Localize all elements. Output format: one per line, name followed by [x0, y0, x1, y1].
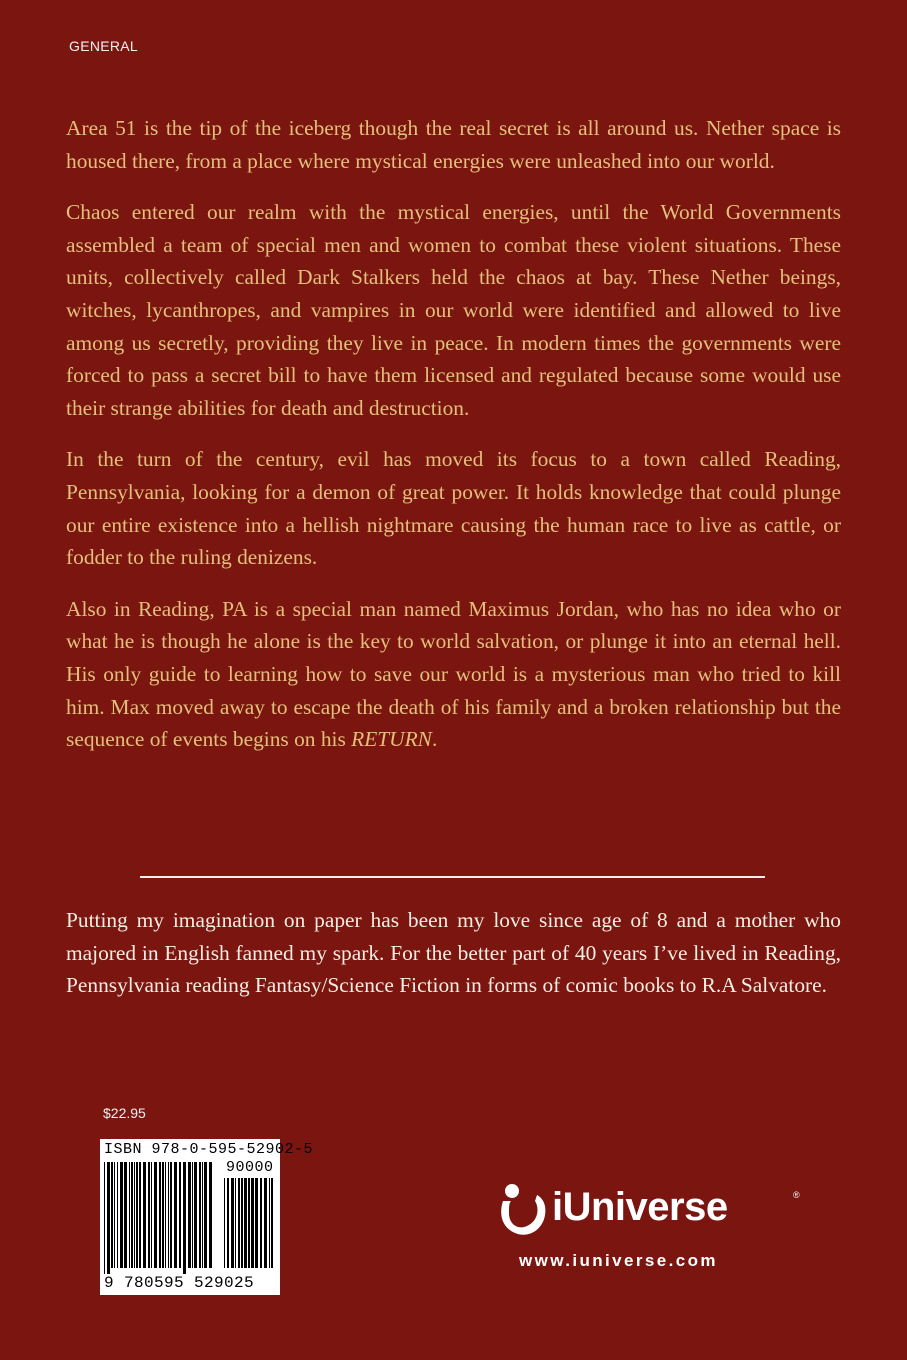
publisher-url: www.iuniverse.com: [519, 1251, 718, 1270]
addon-barcode-bars: [224, 1178, 276, 1274]
barcode-bar: [162, 1162, 164, 1268]
barcode-bar: [251, 1178, 254, 1268]
barcode-bar: [227, 1178, 229, 1268]
price-label: $22.95: [103, 1105, 146, 1121]
barcode-bar: [159, 1162, 161, 1268]
barcode-bar: [183, 1162, 186, 1274]
barcode-bar: [264, 1178, 267, 1268]
barcode-bar: [192, 1162, 193, 1268]
barcode-bar: [170, 1162, 172, 1268]
barcode-bar: [188, 1162, 191, 1268]
barcode-bar: [238, 1178, 240, 1268]
barcode-bar: [168, 1162, 169, 1268]
section-divider: [140, 876, 765, 878]
barcode-bar: [260, 1178, 262, 1268]
barcode-bar: [154, 1162, 157, 1268]
price-code-text: 90000: [226, 1159, 274, 1176]
barcode-bar: [174, 1162, 177, 1268]
iuniverse-logo-icon: [497, 1183, 549, 1239]
barcode-bar: [224, 1178, 225, 1268]
blurb-paragraph: In the turn of the century, evil has moved its focus to a town called Reading, Pennsylvania, looking for a demon of great power. It holds knowledge that could plunge our entire existence into a hellish nightmare causing the human race to live as cattle, or fodder to the ruling denizens.: [66, 447, 841, 570]
blurb-last-end: .: [431, 727, 438, 752]
isbn-text: ISBN 978-0-595-52902-5: [104, 1141, 314, 1158]
barcode-bar: [131, 1162, 133, 1268]
barcode-bar: [124, 1162, 127, 1268]
barcode-bar: [231, 1178, 234, 1268]
barcode-bar: [148, 1162, 150, 1268]
barcode-bar: [248, 1178, 250, 1268]
blurb-last-text: Also in Reading, PA is a special man named Maximus Jordan, who has no idea who or what he is though he alone is the key to world salvation, or plunge it into an eternal hell. His only guide to learning how to save our world is a mysterious man who tried to kill him. Max moved away to escape the death of his family and a broken relationship but the sequence of events begins on his: [66, 596, 841, 752]
barcode-bar: [117, 1162, 118, 1268]
barcode-bar: [165, 1162, 166, 1268]
ean-barcode-bars: [104, 1162, 216, 1274]
publisher-name: iUniverse: [552, 1185, 728, 1229]
barcode-bar: [111, 1162, 113, 1268]
blurb-paragraph: Area 51 is the tip of the iceberg though the real secret is all around us. Nether space is housed there, from a place where mystical energies were unleashed into our world.: [66, 116, 841, 173]
blurb-paragraph-last: [66, 593, 841, 756]
book-blurb: [66, 112, 841, 775]
barcode-bar: [129, 1162, 130, 1268]
barcode-bar: [194, 1162, 197, 1268]
registered-mark: ®: [793, 1190, 800, 1200]
barcode-bar: [143, 1162, 146, 1268]
barcode-bar: [136, 1162, 138, 1268]
ean-digits: 9 780595 529025: [104, 1274, 255, 1292]
barcode-bar: [151, 1162, 152, 1268]
barcode-bar: [241, 1178, 243, 1268]
author-bio: Putting my imagination on paper has been my love since age of 8 and a mother who majored in English fanned my spark. For the better part of 40 years I’ve lived in Reading, Pennsylvania reading Fantasy/Science Fiction in forms of comic books to R.A Salvatore.: [66, 908, 841, 998]
barcode-bar: [120, 1162, 123, 1268]
barcode-bar: [107, 1162, 110, 1274]
barcode-bar: [204, 1162, 207, 1268]
barcode-bar: [269, 1178, 270, 1268]
barcode-bar: [199, 1162, 201, 1268]
barcode-bar: [179, 1162, 181, 1268]
category-label: GENERAL: [69, 38, 139, 54]
barcode-bar: [235, 1178, 236, 1268]
barcode-bar: [244, 1178, 247, 1268]
barcode-bar: [114, 1162, 115, 1268]
barcode-bar: [139, 1162, 141, 1268]
blurb-paragraph: Chaos entered our realm with the mystical energies, until the World Governments assembled a team of special men and women to combat these violent situations. These units, collectively called Dark Stalkers held the chaos at bay. These Nether beings, witches, lycanthropes, and vampires in our world were identified and allowed to live among us secretly, providing they live in peace. In modern times the governments were forced to pass a secret bill to have them licensed and regulated because some would use their strange abilities for death and destruction.: [66, 200, 841, 420]
blurb-title-emphasis: RETURN: [351, 727, 432, 752]
barcode-bar: [134, 1162, 135, 1268]
barcode-bar: [202, 1162, 203, 1268]
barcode-bar: [271, 1178, 273, 1268]
barcode-bar: [209, 1162, 212, 1268]
barcode-bar: [104, 1162, 105, 1274]
barcode-bar: [255, 1178, 258, 1268]
